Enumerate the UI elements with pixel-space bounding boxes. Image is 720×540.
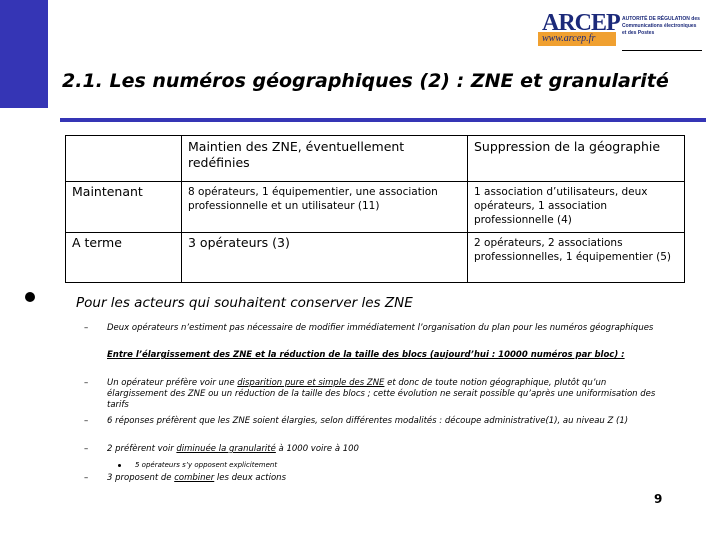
bullet-icon bbox=[25, 292, 35, 302]
table-header-cell bbox=[66, 136, 182, 182]
text: 5 opérateurs s’y opposent explicitement bbox=[135, 461, 278, 469]
text: 2 préfèrent voir bbox=[107, 444, 177, 454]
text: 3 proposent de bbox=[107, 473, 175, 483]
table-header-row bbox=[66, 136, 685, 182]
table-cell: Maintenant bbox=[66, 182, 182, 233]
table-header-cell: Maintien des ZNE, éventuellement redéfinies bbox=[182, 136, 468, 182]
table-cell: A terme bbox=[66, 233, 182, 283]
slide-title: 2.1. Les numéros géographiques (2) : ZNE et granularité bbox=[62, 70, 669, 92]
logo-name: ARCEP bbox=[542, 10, 620, 36]
arcep-logo bbox=[538, 10, 708, 50]
table-cell: 3 opérateurs (3) bbox=[182, 233, 468, 283]
table-header-cell: Suppression de la géographie bbox=[468, 136, 685, 182]
text: les deux actions bbox=[214, 473, 286, 483]
text-underlined: diminuée la granularité bbox=[176, 444, 276, 454]
table-cell: 8 opérateurs, 1 équipementier, une association professionnelle et un utilisateur (11) bbox=[182, 182, 468, 233]
bullet-icon bbox=[118, 464, 121, 467]
table-cell: 2 opérateurs, 2 associations professionnelles, 1 équipementier (5) bbox=[468, 233, 685, 283]
list-item bbox=[107, 378, 667, 411]
text-underlined: combiner bbox=[174, 473, 215, 483]
table-row bbox=[66, 182, 685, 233]
comparison-table bbox=[65, 135, 685, 283]
dash-icon: – bbox=[84, 378, 89, 388]
bullet-text: Pour les acteurs qui souhaitent conserver les ZNE bbox=[76, 295, 413, 311]
dash-icon: – bbox=[84, 444, 89, 454]
decorative-blue-bar bbox=[0, 0, 48, 108]
list-item bbox=[107, 444, 667, 455]
title-underline bbox=[60, 118, 706, 122]
logo-authority: AUTORITÉ DE RÉGULATION des Communications électroniques et des Postes bbox=[622, 16, 700, 36]
subheading: Entre l’élargissement des ZNE et la réduction de la taille des blocs (aujourd’hui : 10000 numéros par bloc) : bbox=[107, 350, 625, 360]
sub-list-item bbox=[118, 461, 277, 469]
list-item: Deux opérateurs n’estiment pas nécessaire de modifier immédiatement l’organisation du plan pour les numéros géographiques bbox=[107, 323, 654, 333]
list-item bbox=[107, 473, 667, 484]
logo-url: www.arcep.fr bbox=[542, 33, 596, 44]
list-item: 6 réponses préfèrent que les ZNE soient élargies, selon différentes modalités : découpe administrative(1), au niveau Z (1) bbox=[107, 416, 629, 426]
text: à 1000 voire à 100 bbox=[275, 444, 359, 454]
dash-icon: – bbox=[84, 323, 89, 333]
logo-rule bbox=[622, 50, 702, 51]
text: Un opérateur préfère voir une bbox=[107, 378, 238, 388]
page-number: 9 bbox=[654, 492, 663, 506]
text-underlined: disparition pure et simple des ZNE bbox=[237, 378, 385, 388]
table-row bbox=[66, 233, 685, 283]
dash-icon: – bbox=[84, 416, 89, 426]
text: et donc de toute notion géographique, plutôt qu’un élargissement des ZNE ou un réduction de la taille des blocs ; cette évolution ne serait possible qu’après une uniformisation des tarifs bbox=[107, 378, 656, 410]
dash-icon: – bbox=[84, 473, 89, 483]
table-cell: 1 association d’utilisateurs, deux opérateurs, 1 association professionnelle (4) bbox=[468, 182, 685, 233]
